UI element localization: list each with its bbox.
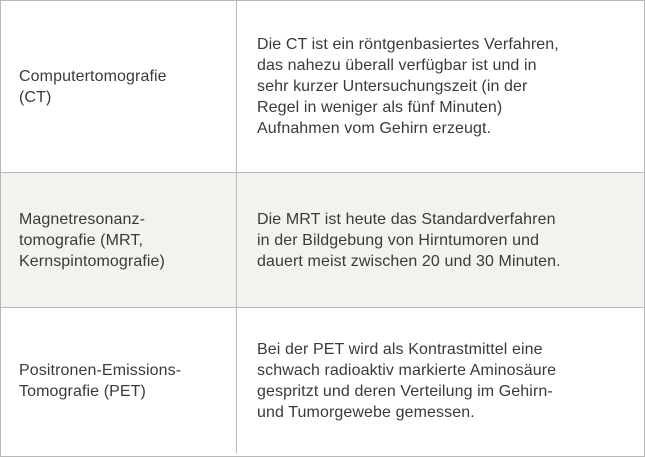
description-cell-ct xyxy=(237,1,644,172)
term-label-mrt: Magnetresonanz- tomografie (MRT, Kernspintomografie) xyxy=(19,210,165,270)
term-label-ct: Computertomografie (CT) xyxy=(19,67,167,106)
description-text-pet: Bei der PET wird als Kontrastmittel eine schwach radioaktiv markierte Aminosäure gespritzt und deren Verteilung im Gehirn- und Tumorgewebe gemessen. xyxy=(257,341,557,421)
term-cell-mrt xyxy=(1,173,237,307)
table-row-ct xyxy=(1,1,644,173)
term-label-pet: Positronen-Emissions- Tomografie (PET) xyxy=(19,362,182,400)
description-text-ct: Die CT ist ein röntgenbasiertes Verfahren, das nahezu überall verfügbar ist und in sehr kurzer Untersuchungszeit (in der Regel in weniger als fünf Minuten) Aufnahmen vom Gehirn erzeugt. xyxy=(257,36,559,137)
term-cell-pet xyxy=(1,308,237,454)
description-cell-pet xyxy=(237,308,644,454)
description-cell-mrt xyxy=(237,173,644,307)
description-text-mrt: Die MRT ist heute das Standardverfahren in der Bildgebung von Hirntumoren und dauert meist zwischen 20 und 30 Minuten. xyxy=(257,210,561,270)
table-row-pet xyxy=(1,308,644,454)
term-cell-ct xyxy=(1,1,237,172)
table-row-mrt xyxy=(1,173,644,308)
